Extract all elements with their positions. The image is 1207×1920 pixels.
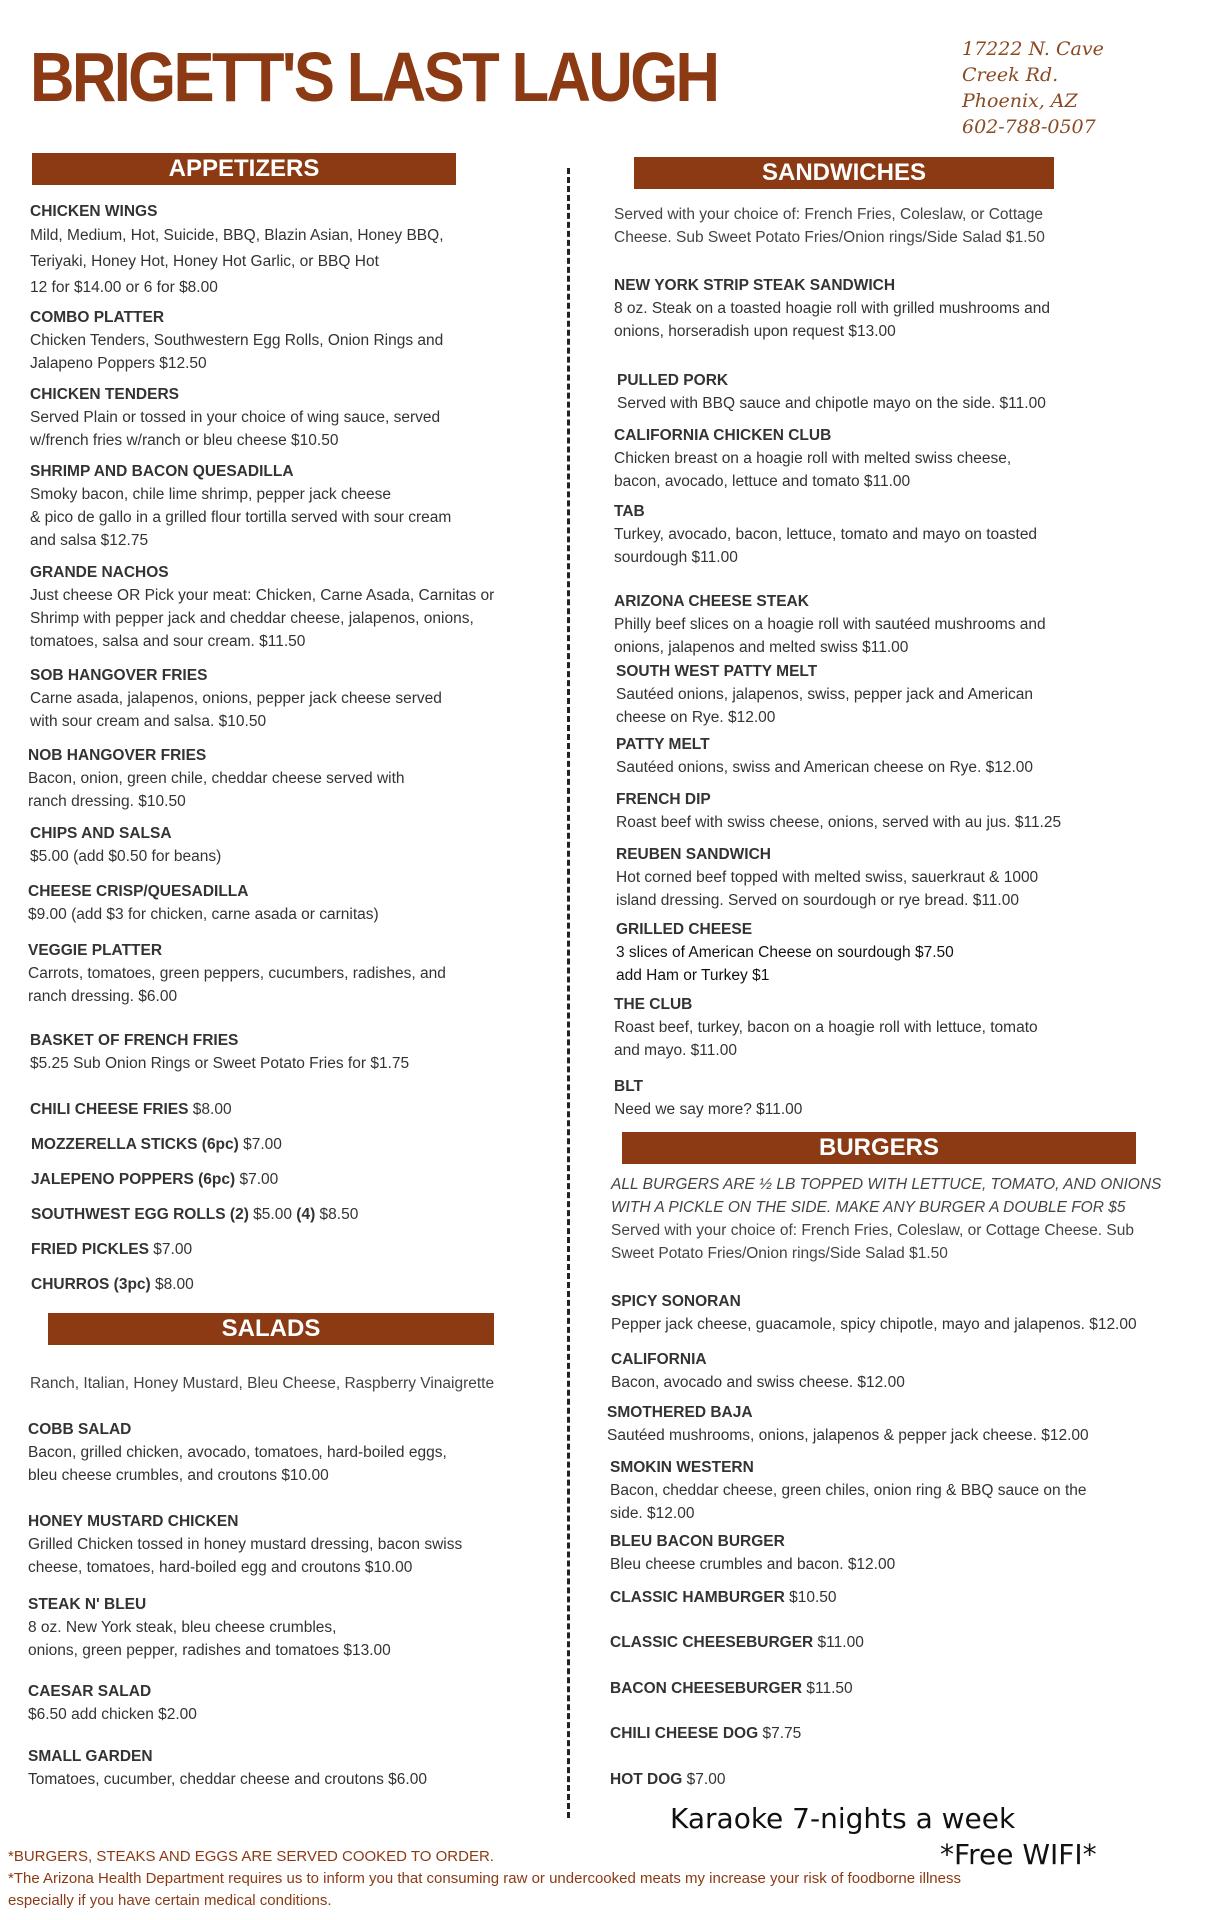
menu-item <box>30 1029 550 1075</box>
menu-item <box>28 744 548 813</box>
item-desc: Served Plain or tossed in your choice of wing sauce, served w/french fries w/ranch or bleu cheese $10.50 <box>30 409 441 449</box>
salads-header: SALADS <box>48 1313 494 1345</box>
item-desc: Sautéed mushrooms, onions, jalapenos & pepper jack cheese. $12.00 <box>607 1427 1089 1444</box>
item-name: CAESAR SALAD <box>28 1683 152 1700</box>
menu-item <box>614 1075 1194 1121</box>
menu-item <box>30 306 550 375</box>
menu-item <box>617 369 1197 415</box>
item-name: VEGGIE PLATTER <box>28 942 163 959</box>
address-line: 17222 N. Cave <box>962 38 1104 60</box>
burgers-note: ALL BURGERS ARE ½ LB TOPPED WITH LETTUCE, TOMATO, AND ONIONS WITH A PICKLE ON THE SIDE. MAKE ANY BURGER A DOUBLE FOR $5 <box>611 1176 1162 1216</box>
restaurant-address <box>962 36 1104 140</box>
menu-item <box>30 822 550 868</box>
menu-item <box>30 664 550 733</box>
item-desc: Philly beef slices on a hoagie roll with sautéed mushrooms and onions, jalapenos and melted swiss $11.00 <box>614 616 1046 656</box>
item-desc: $6.50 add chicken $2.00 <box>28 1706 197 1723</box>
item-name: CALIFORNIA CHICKEN CLUB <box>614 427 832 444</box>
item-desc: Sautéed onions, jalapenos, swiss, pepper jack and American cheese on Rye. $12.00 <box>616 686 1034 726</box>
item-price: $7.00 <box>682 1771 726 1788</box>
item-name: BLEU BACON BURGER <box>610 1533 785 1550</box>
menu-item <box>28 1418 548 1487</box>
appetizers-header: APPETIZERS <box>32 153 456 185</box>
item-name: REUBEN SANDWICH <box>616 846 771 863</box>
item-name: FRENCH DIP <box>616 791 711 808</box>
menu-item-inline <box>31 1203 358 1226</box>
item-name: CHICKEN WINGS <box>30 203 158 220</box>
item-name: HONEY MUSTARD CHICKEN <box>28 1513 239 1530</box>
item-desc: $5.00 (add $0.50 for beans) <box>30 848 222 865</box>
menu-item <box>616 660 1196 729</box>
item-desc: Carrots, tomatoes, green peppers, cucumbers, radishes, and ranch dressing. $6.00 <box>28 965 446 1005</box>
menu-item <box>614 274 1194 343</box>
menu-item-inline <box>610 1677 853 1700</box>
item-desc: Smoky bacon, chile lime shrimp, pepper jack cheese & pico de gallo in a grilled flour tortilla served with sour cream and salsa $12.75 <box>30 486 452 549</box>
item-desc: Carne asada, jalapenos, onions, pepper jack cheese served with sour cream and salsa. $10.50 <box>30 690 442 730</box>
item-desc: Turkey, avocado, bacon, lettuce, tomato and mayo on toasted sourdough $11.00 <box>614 526 1038 566</box>
wifi-promo: *Free WIFI* <box>940 1838 1097 1871</box>
item-desc: 8 oz. New York steak, bleu cheese crumbles, onions, green pepper, radishes and tomatoes $13.00 <box>28 1619 391 1659</box>
column-divider <box>567 168 570 1818</box>
menu-item-inline <box>30 1098 232 1121</box>
item-name: SMALL GARDEN <box>28 1748 153 1765</box>
item-price: $7.00 <box>238 1136 282 1153</box>
footer-disclaimer <box>8 1846 1198 1912</box>
item-price: $8.00 <box>150 1276 194 1293</box>
item-desc: Grilled Chicken tossed in honey mustard dressing, bacon swiss cheese, tomatoes, hard-boiled egg and croutons $10.00 <box>28 1536 463 1576</box>
menu-item-inline <box>610 1631 864 1654</box>
item-name: BACON CHEESEBURGER <box>610 1680 803 1697</box>
menu-item <box>30 383 550 452</box>
karaoke-promo: Karaoke 7-nights a week <box>670 1802 1016 1835</box>
item-name: GRANDE NACHOS <box>30 564 169 581</box>
item-desc: 8 oz. Steak on a toasted hoagie roll with grilled mushrooms and onions, horseradish upon request $13.00 <box>614 300 1050 340</box>
item-name: CHILI CHEESE FRIES <box>30 1101 189 1118</box>
address-line: Phoenix, AZ <box>962 90 1078 112</box>
item-name: GRILLED CHEESE <box>616 921 753 938</box>
item-desc: $9.00 (add $3 for chicken, carne asada or carnitas) <box>28 906 379 923</box>
menu-item <box>614 590 1194 659</box>
phone-number: 602-788-0507 <box>962 116 1096 138</box>
item-desc: 3 slices of American Cheese on sourdough $7.50 add Ham or Turkey $1 <box>616 944 954 984</box>
item-price: $8.00 <box>188 1101 232 1118</box>
salad-dressings: Ranch, Italian, Honey Mustard, Bleu Cheese, Raspberry Vinaigrette <box>30 1375 495 1392</box>
item-name: MOZZERELLA STICKS (6pc) <box>31 1136 239 1153</box>
item-name: CLASSIC HAMBURGER <box>610 1589 785 1606</box>
item-desc: Roast beef with swiss cheese, onions, served with au jus. $11.25 <box>616 814 1062 831</box>
address-line: Creek Rd. <box>962 64 1059 86</box>
item-name: CHILI CHEESE DOG <box>610 1725 759 1742</box>
sandwiches-intro: Served with your choice of: French Fries, Coleslaw, or Cottage Cheese. Sub Sweet Potato Fries/Onion rings/Side Salad $1.50 <box>614 206 1045 246</box>
menu-item-inline <box>610 1768 725 1791</box>
item-desc: Bacon, avocado and swiss cheese. $12.00 <box>611 1374 905 1391</box>
burgers-intro: Served with your choice of: French Fries, Coleslaw, or Cottage Cheese. Sub Sweet Potato Fries/Onion rings/Side Salad $1.50 <box>611 1222 1134 1262</box>
item-name: SHRIMP AND BACON QUESADILLA <box>30 463 294 480</box>
item-name: SOUTH WEST PATTY MELT <box>616 663 818 680</box>
menu-item <box>30 460 550 552</box>
menu-item-inline <box>31 1133 282 1156</box>
item-desc: Roast beef, turkey, bacon on a hoagie roll with lettuce, tomato and mayo. $11.00 <box>614 1019 1038 1059</box>
menu-item <box>616 918 1196 987</box>
item-name: TAB <box>614 503 645 520</box>
item-desc: Bacon, grilled chicken, avocado, tomatoes, hard-boiled eggs, bleu cheese crumbles, and croutons $10.00 <box>28 1444 447 1484</box>
item-name: (4) <box>296 1206 316 1223</box>
item-desc: $5.25 Sub Onion Rings or Sweet Potato Fries for $1.75 <box>30 1055 410 1072</box>
menu-item <box>614 993 1194 1062</box>
item-desc: Bacon, onion, green chile, cheddar cheese served with ranch dressing. $10.50 <box>28 770 405 810</box>
menu-item <box>30 200 550 301</box>
menu-item <box>28 1745 548 1791</box>
menu-item <box>610 1456 1200 1525</box>
item-name: CHIPS AND SALSA <box>30 825 172 842</box>
item-desc: Just cheese OR Pick your meat: Chicken, Carne Asada, Carnitas or Shrimp with pepper jack and cheddar cheese, jalapenos, onions, tomatoes, salsa and sour cream. $11.50 <box>30 587 495 650</box>
item-price: $5.00 <box>248 1206 297 1223</box>
menu-item <box>616 788 1196 834</box>
item-name: SOB HANGOVER FRIES <box>30 667 208 684</box>
menu-item <box>28 1680 548 1726</box>
menu-item <box>610 1530 1200 1576</box>
item-name: STEAK N' BLEU <box>28 1596 147 1613</box>
item-name: BASKET OF FRENCH FRIES <box>30 1032 239 1049</box>
menu-item-inline <box>610 1722 801 1745</box>
menu-item <box>611 1348 1201 1394</box>
menu-item-inline <box>31 1273 194 1296</box>
item-name: CHICKEN TENDERS <box>30 386 179 403</box>
item-price: $11.50 <box>802 1680 853 1697</box>
menu-item <box>614 424 1194 493</box>
burgers-header: BURGERS <box>622 1132 1136 1164</box>
restaurant-name: BRIGETT'S LAST LAUGH <box>30 38 718 116</box>
menu-item <box>30 561 550 653</box>
item-name: PATTY MELT <box>616 736 710 753</box>
footer-line: *BURGERS, STEAKS AND EGGS ARE SERVED COOKED TO ORDER. <box>8 1848 494 1865</box>
item-name: JALEPENO POPPERS (6pc) <box>31 1171 236 1188</box>
item-name: SOUTHWEST EGG ROLLS (2) <box>31 1206 249 1223</box>
item-name: COMBO PLATTER <box>30 309 165 326</box>
item-name: CHURROS (3pc) <box>31 1276 151 1293</box>
menu-item-inline <box>31 1238 192 1261</box>
item-name: CLASSIC CHEESEBURGER <box>610 1634 814 1651</box>
menu-item <box>28 1510 548 1579</box>
sandwiches-header: SANDWICHES <box>634 157 1054 189</box>
item-name: COBB SALAD <box>28 1421 132 1438</box>
menu-item <box>611 1290 1201 1336</box>
item-name: FRIED PICKLES <box>31 1241 149 1258</box>
item-name: CALIFORNIA <box>611 1351 707 1368</box>
item-price: $8.50 <box>315 1206 359 1223</box>
item-desc: Chicken Tenders, Southwestern Egg Rolls, Onion Rings and Jalapeno Poppers $12.50 <box>30 332 444 372</box>
item-desc: Tomatoes, cucumber, cheddar cheese and croutons $6.00 <box>28 1771 427 1788</box>
item-name: SMOKIN WESTERN <box>610 1459 754 1476</box>
item-name: HOT DOG <box>610 1771 683 1788</box>
menu-item-inline <box>31 1168 278 1191</box>
menu-item-inline <box>610 1586 837 1609</box>
footer-line: especially if you have certain medical conditions. <box>8 1892 332 1909</box>
item-price: $7.00 <box>235 1171 279 1188</box>
item-name: ARIZONA CHEESE STEAK <box>614 593 809 610</box>
menu-item <box>616 733 1196 779</box>
item-price: $11.00 <box>813 1634 864 1651</box>
item-price: $7.00 <box>148 1241 193 1258</box>
item-desc: Bleu cheese crumbles and bacon. $12.00 <box>610 1556 896 1573</box>
menu-item <box>28 939 548 1008</box>
menu-item <box>616 843 1196 912</box>
menu-item <box>28 880 548 926</box>
item-name: THE CLUB <box>614 996 693 1013</box>
item-price: $7.75 <box>758 1725 802 1742</box>
item-name: BLT <box>614 1078 643 1095</box>
item-name: SMOTHERED BAJA <box>607 1404 753 1421</box>
item-name: NEW YORK STRIP STEAK SANDWICH <box>614 277 896 294</box>
item-desc: Need we say more? $11.00 <box>614 1101 803 1118</box>
menu-item <box>614 500 1194 569</box>
menu-item <box>607 1401 1197 1447</box>
item-desc: Mild, Medium, Hot, Suicide, BBQ, Blazin Asian, Honey BBQ, Teriyaki, Honey Hot, Honey Hot Garlic, or BBQ Hot 12 for $14.00 or 6 for $8.00 <box>30 227 444 296</box>
item-name: PULLED PORK <box>617 372 729 389</box>
item-name: SPICY SONORAN <box>611 1293 741 1310</box>
footer-line: *The Arizona Health Department requires us to inform you that consuming raw or undercooked meats my increase your risk of foodborne illness <box>8 1870 961 1887</box>
item-desc: Pepper jack cheese, guacamole, spicy chipotle, mayo and jalapenos. $12.00 <box>611 1316 1137 1333</box>
item-name: CHEESE CRISP/QUESADILLA <box>28 883 249 900</box>
menu-item <box>28 1593 548 1662</box>
item-price: $10.50 <box>784 1589 837 1606</box>
item-desc: Sautéed onions, swiss and American cheese on Rye. $12.00 <box>616 759 1034 776</box>
item-desc: Chicken breast on a hoagie roll with melted swiss cheese, bacon, avocado, lettuce and tomato $11.00 <box>614 450 1012 490</box>
item-desc: Hot corned beef topped with melted swiss, sauerkraut & 1000 island dressing. Served on sourdough or rye bread. $11.00 <box>616 869 1039 909</box>
item-desc: Served with BBQ sauce and chipotle mayo on the side. $11.00 <box>617 395 1046 412</box>
item-name: NOB HANGOVER FRIES <box>28 747 207 764</box>
item-desc: Bacon, cheddar cheese, green chiles, onion ring & BBQ sauce on the side. $12.00 <box>610 1482 1087 1522</box>
